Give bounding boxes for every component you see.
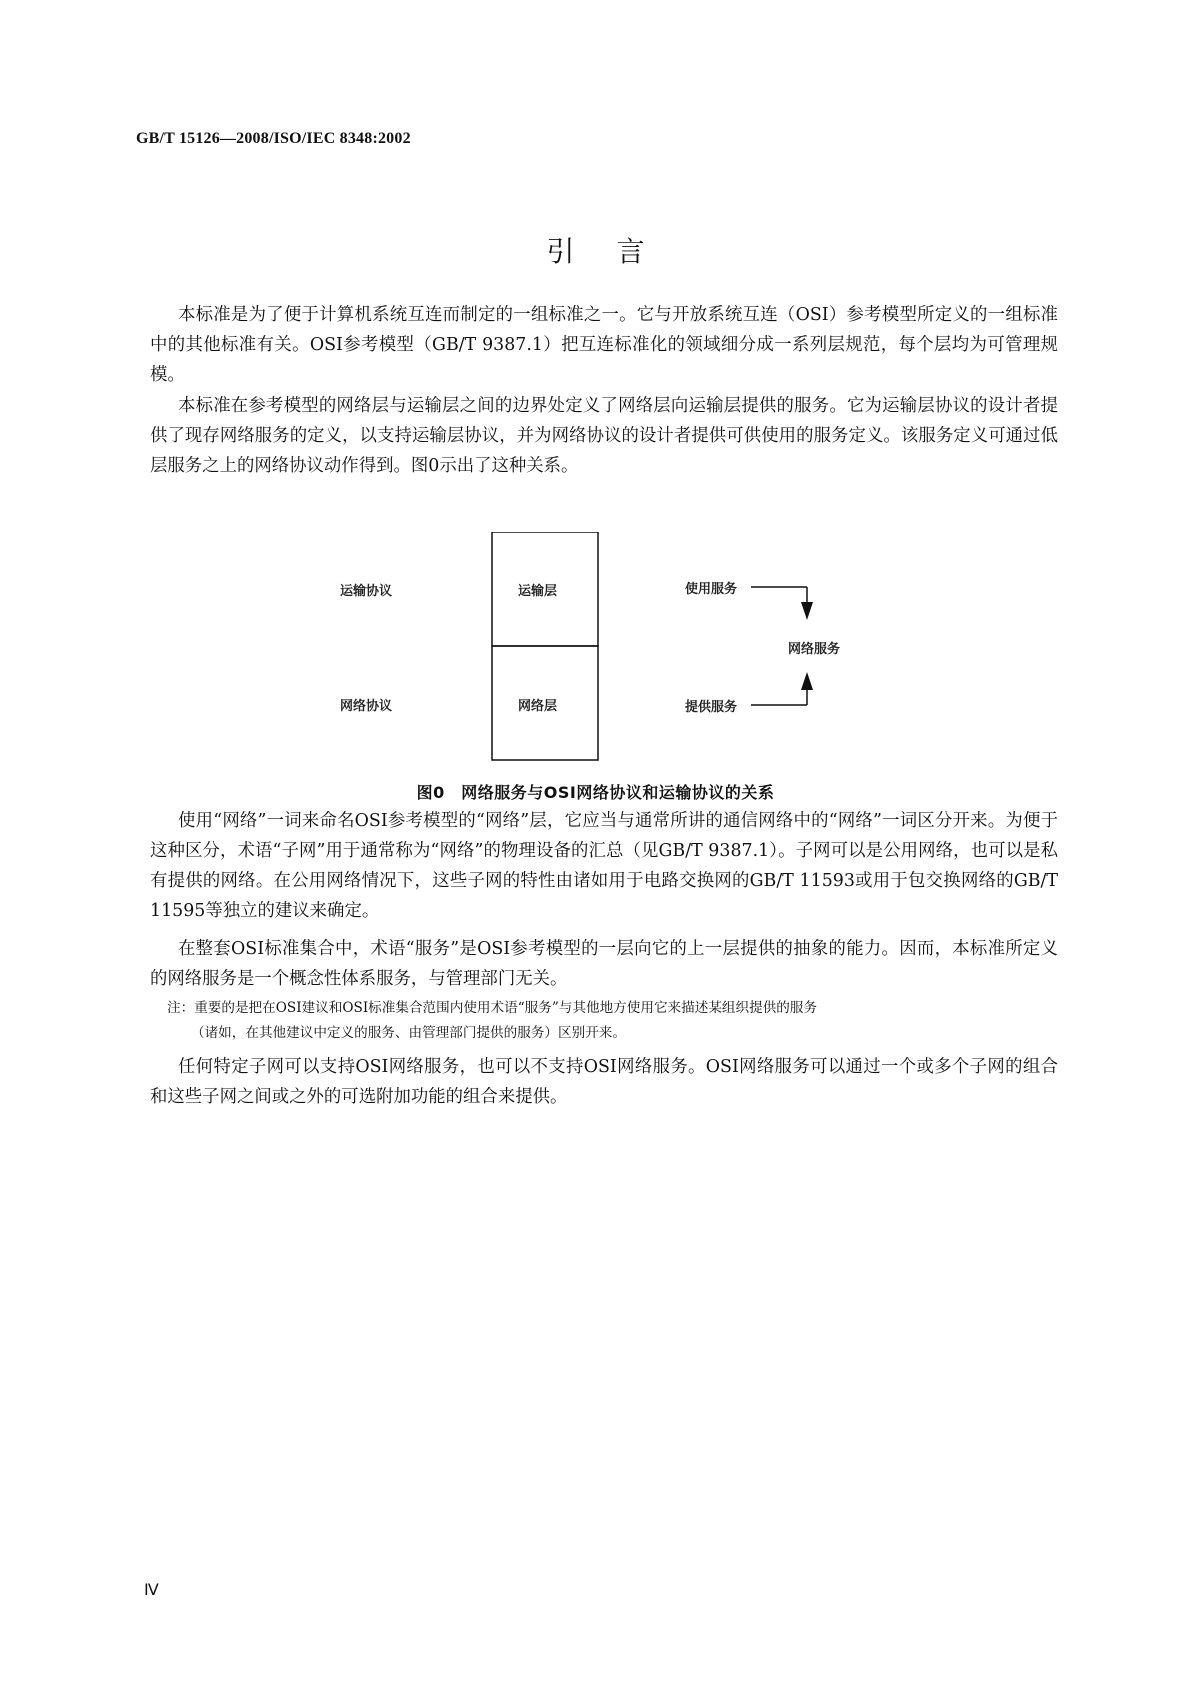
paragraph-5: 任何特定子网可以支持OSI网络服务，也可以不支持OSI网络服务。OSI网络服务可以通过一个或多个子网的组合和这些子网之间或之外的可选附加功能的组合来提供。 (150, 1057, 1058, 1107)
page-title: 引言 (546, 235, 687, 268)
relationship-figure (340, 532, 900, 764)
paragraph-4: 在整套OSI标准集合中，术语“服务”是OSI参考模型的一层向它的上一层提供的抽象的能力。因而，本标准所定义的网络服务是一个概念性体系服务，与管理部门无关。 (150, 939, 1058, 989)
label-network-protocol: 网络协议 (340, 699, 393, 714)
note (167, 996, 1058, 1046)
document-code-header: GB/T 15126—2008/ISO/IEC 8348:2002 (136, 130, 411, 147)
label-provide-service: 提供服务 (685, 700, 738, 715)
label-transport-layer: 运输层 (518, 584, 558, 599)
down-arrow-icon (801, 602, 813, 620)
page-number: Ⅳ (144, 1582, 159, 1599)
label-use-service: 使用服务 (685, 582, 738, 597)
paragraph-2: 本标准在参考模型的网络层与运输层之间的边界处定义了网络层向运输层提供的服务。它为运输层协议的设计者提供了现存网络服务的定义，以支持运输层协议，并为网络协议的设计者提供可供使用的服务定义。该服务定义可通过低层服务之上的网络协议动作得到。图0示出了这种关系。 (150, 396, 1058, 476)
paragraph-3: 使用“网络”一词来命名OSI参考模型的“网络”层，它应当与通常所讲的通信网络中的“网络”一词区分开来。为便于这种区分，术语“子网”用于通常称为“网络”的物理设备的汇总（见GB/T 9387.1）。子网可以是公用网络，也可以是私有提供的网络。在公用网络情况下，这些子网的特性由诸如用于电路交换网的GB/T 11593或用于包交换网络的GB/T 11595等独立的建议来确定。 (150, 811, 1058, 921)
up-arrow-icon (801, 672, 813, 690)
label-network-layer: 网络层 (518, 699, 558, 714)
note-text-2: （诸如，在其他建议中定义的服务、由管理部门提供的服务）区别开来。 (191, 1025, 626, 1041)
note-text-1: 重要的是把在OSI建议和OSI标准集合范围内使用术语“服务”与其他地方使用它来描述某组织提供的服务 (194, 1000, 818, 1016)
paragraph-1: 本标准是为了便于计算机系统互连而制定的一组标准之一。它与开放系统互连（OSI）参考模型所定义的一组标准中的其他标准有关。OSI参考模型（GB/T 9387.1）把互连标准化的领域细分成一系列层规范，每个层均为可管理规模。 (150, 305, 1058, 385)
note-prefix: 注： (167, 1000, 195, 1016)
label-network-service: 网络服务 (788, 642, 841, 657)
label-transport-protocol: 运输协议 (340, 584, 393, 599)
figure-caption: 图0 网络服务与OSI网络协议和运输协议的关系 (416, 783, 775, 802)
note-line-1 (167, 996, 1058, 1021)
